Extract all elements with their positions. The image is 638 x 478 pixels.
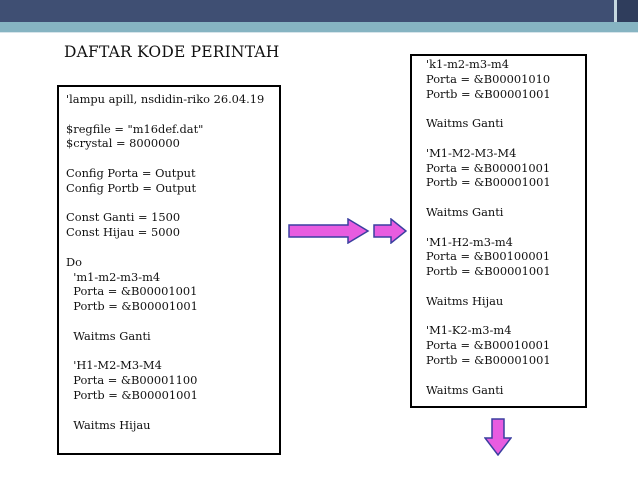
code-box-left xyxy=(57,85,281,455)
header-stripe-thin xyxy=(0,32,638,33)
arrow-right-icon xyxy=(373,218,407,244)
header-band-accent xyxy=(617,0,638,22)
header-stripe xyxy=(0,22,638,32)
arrow-right-icon xyxy=(288,218,370,244)
header-band xyxy=(0,0,638,22)
arrow-down-icon xyxy=(484,418,512,456)
slide-heading: DAFTAR KODE PERINTAH xyxy=(64,43,280,61)
code-listing-left: 'lampu apill, nsdidin-riko 26.04.19 $regfile = "m16def.dat" $crystal = 8000000 Config Porta = Output Config Portb = Output Const Ganti = 1500 Const Hijau = 5000 Do 'm1-m2-m3-m4 Porta = &B00001001 Portb = &B00001001 Waitms Ganti 'H1-M2-M3-M4 Porta = &B00001100 Portb = &B00001001 Waitms Hijau xyxy=(66,92,265,432)
code-box-right xyxy=(410,54,587,408)
code-listing-right: 'k1-m2-m3-m4 Porta = &B00001010 Portb = &B00001001 Waitms Ganti 'M1-M2-M3-M4 Porta = &B00001001 Portb = &B00001001 Waitms Ganti 'M1-H2-m3-m4 Porta = &B00100001 Portb = &B00001001 Waitms Hijau 'M1-K2-m3-m4 Porta = &B00010001 Portb = &B00001001 Waitms Ganti xyxy=(426,57,551,397)
